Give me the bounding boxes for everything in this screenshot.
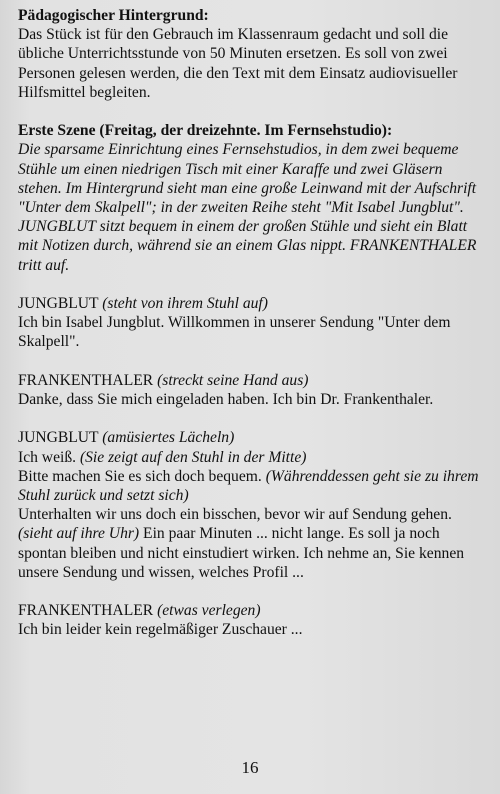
intro-text: Das Stück ist für den Gebrauch im Klassenraum gedacht und soll die übliche Unterrichtsstunde von 50 Minuten ersetzen. Es soll von zwei Personen gelesen werden, die den Text mit dem Einsatz audiovisueller Hilfsmittel begleiten. — [18, 26, 458, 101]
stage-direction: (amüsiertes Lächeln) — [102, 429, 235, 447]
dialogue-text-part: Unterhalten wir uns doch ein bisschen, bevor wir auf Sendung gehen. — [18, 506, 452, 524]
stage-direction: (Währenddessen geht sie zu ihrem Stuhl zurück und setzt sich) — [18, 467, 479, 505]
scene-section — [18, 121, 488, 275]
dialogue-text-part: Ein paar Minuten ... nicht lange. Es soll ja noch spontan bleiben und nicht einstudiert wirken. Ich nehme an, Sie kennen unsere Sendung und wissen, welches Profil ... — [18, 525, 465, 581]
spacer — [18, 275, 488, 294]
dialogue-text — [18, 448, 488, 467]
spacer — [18, 409, 488, 428]
dialogue-text: Danke, dass Sie mich eingeladen haben. Ich bin Dr. Frankenthaler. — [18, 391, 434, 409]
intro-heading: Pädagogischer Hintergrund: — [18, 7, 209, 24]
page-content — [18, 6, 488, 640]
stage-direction: (streckt seine Hand aus) — [157, 371, 309, 389]
speaker-name: FRANKENTHALER — [18, 602, 154, 620]
stage-direction: (Sie zeigt auf den Stuhl in der Mitte) — [79, 448, 307, 466]
speaker-name: JUNGBLUT — [18, 295, 99, 313]
dialogue-text: Ich bin leider kein regelmäßiger Zuschauer ... — [18, 621, 303, 639]
dialogue-text: Ich bin Isabel Jungblut. Willkommen in unserer Sendung "Unter dem Skalpell". — [18, 314, 451, 351]
dialogue-entry — [18, 294, 488, 352]
speaker-name: JUNGBLUT — [18, 429, 99, 447]
intro-section — [18, 6, 488, 102]
speaker-line — [18, 601, 488, 620]
speaker-line — [18, 371, 488, 390]
spacer — [18, 582, 488, 601]
spacer — [18, 352, 488, 371]
dialogue-text-part: Ich weiß. — [18, 448, 77, 466]
speaker-line — [18, 428, 488, 447]
dialogue-text-part: Bitte machen Sie es sich doch bequem. — [18, 467, 262, 485]
stage-direction: (sieht auf ihre Uhr) — [18, 525, 140, 543]
scene-heading: Erste Szene (Freitag, der dreizehnte. Im Fernsehstudio): — [18, 122, 393, 140]
speaker-name: FRANKENTHALER — [18, 371, 154, 389]
scene-description: Die sparsame Einrichtung eines Fernsehstudios, in dem zwei bequeme Stühle um einen niedrigen Tisch mit einer Karaffe und zwei Gläsern stehen. Im Hintergrund sieht man eine große Leinwand mit der Aufschrift "Unter dem Skalpell"; in der zweiten Reihe steht "Mit Isabel Jungblut". JUNGBLUT sitzt bequem in einem der großen Stühle und sieht ein Blatt mit Notizen durch, während sie an einem Glas nippt. FRANKENTHALER tritt auf. — [18, 141, 477, 274]
dialogue-entry — [18, 428, 488, 582]
dialogue-entry — [18, 371, 488, 409]
dialogue-text — [18, 505, 488, 582]
spacer — [18, 102, 488, 121]
dialogue-text — [18, 467, 488, 505]
speaker-line — [18, 294, 488, 313]
page-number: 16 — [241, 758, 259, 777]
stage-direction: (steht von ihrem Stuhl auf) — [102, 295, 268, 313]
dialogue-entry — [18, 601, 488, 639]
stage-direction: (etwas verlegen) — [157, 602, 261, 620]
